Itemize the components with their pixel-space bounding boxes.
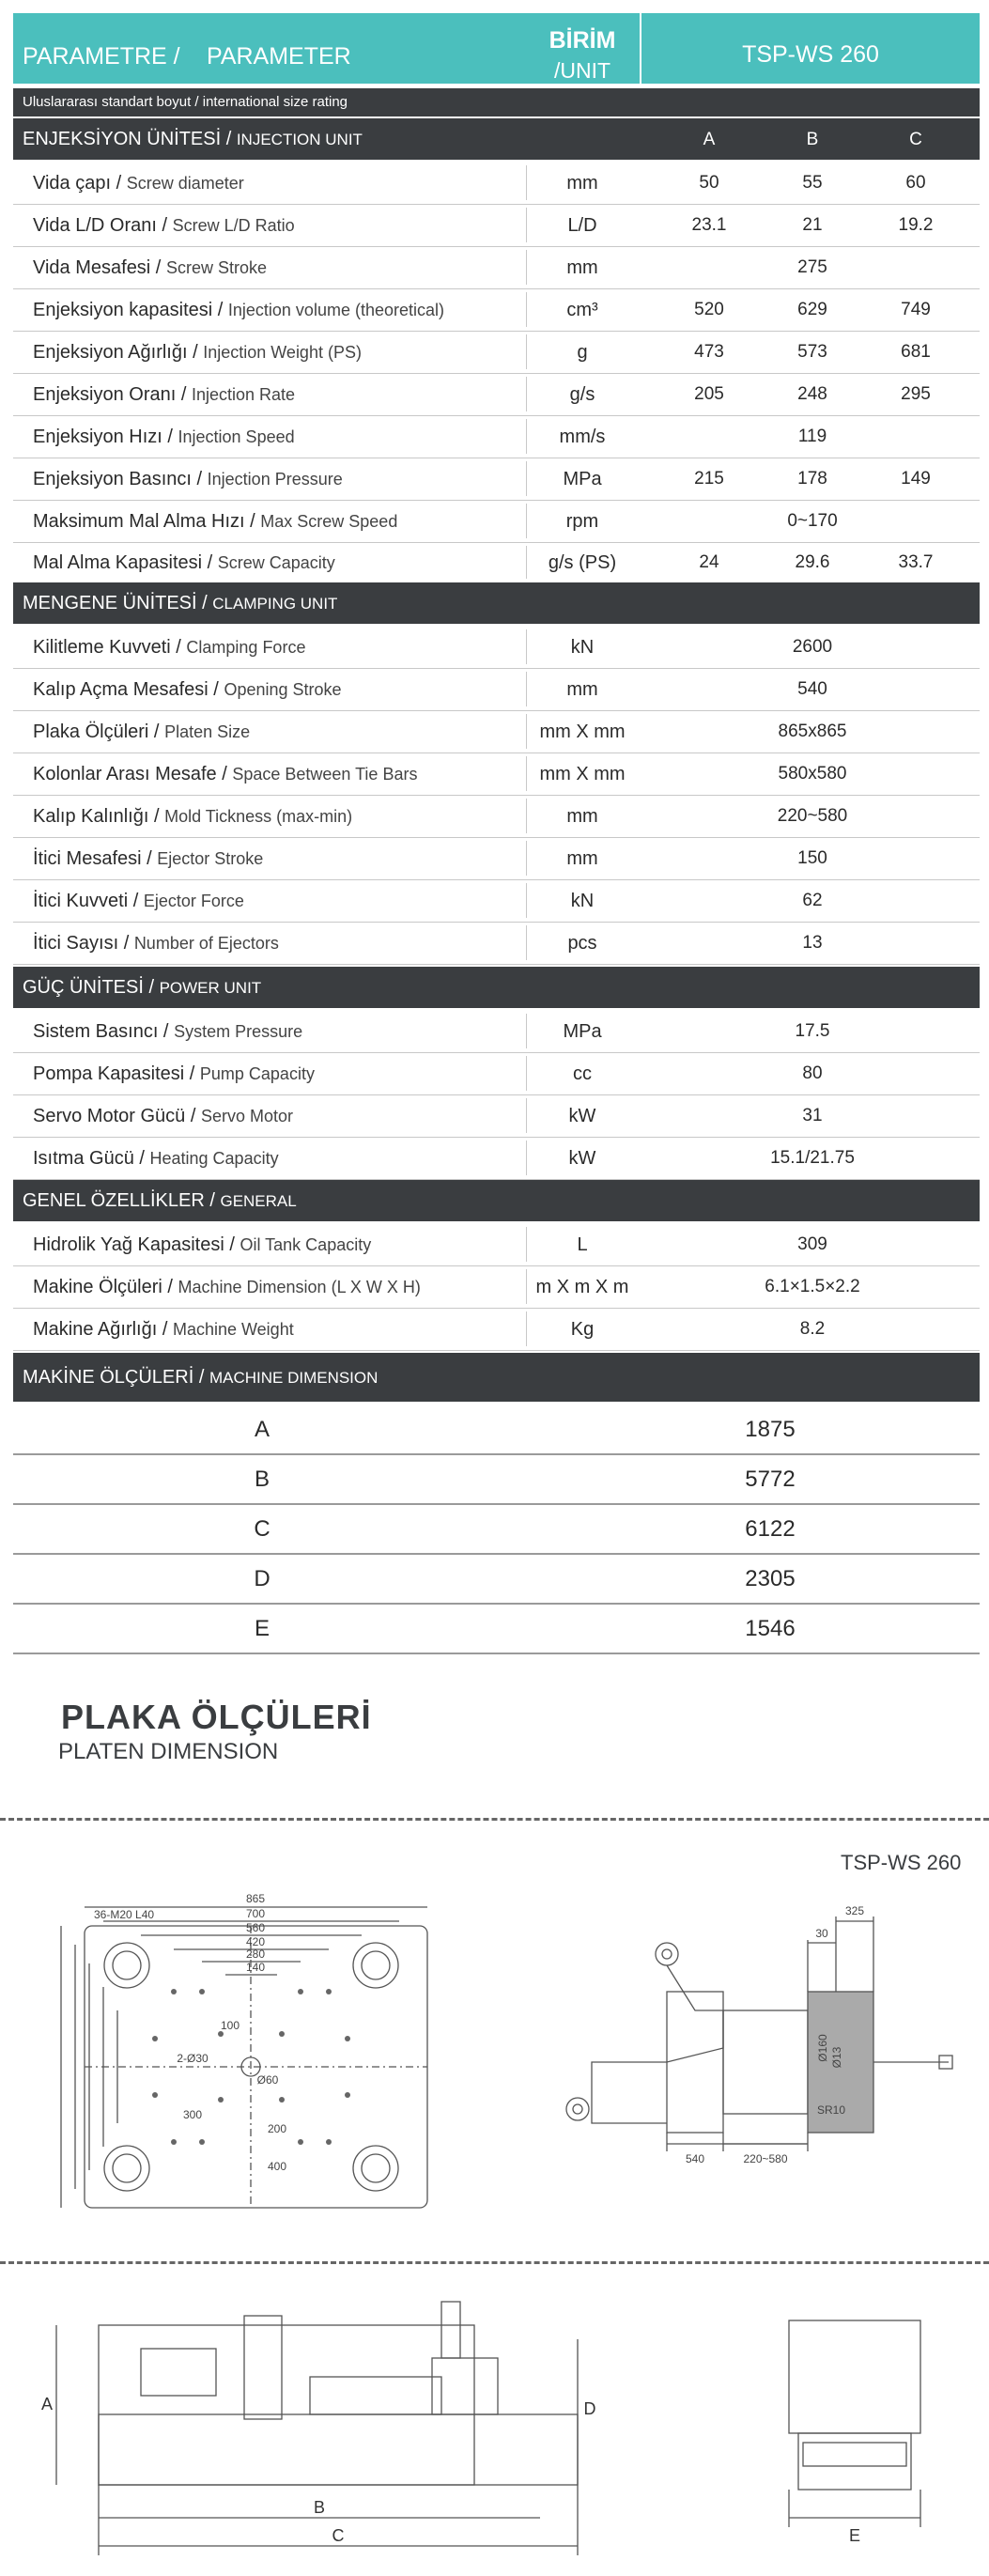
row-label-tr: Enjeksiyon Oranı / [33, 383, 187, 405]
row-label-tr: Kalıp Kalınlığı / [33, 805, 160, 827]
row-label-en: Injection Rate [191, 384, 296, 404]
row-label-en: Clamping Force [186, 637, 306, 657]
row-unit: mm X mm [539, 763, 626, 784]
row-value: 62 [802, 890, 823, 910]
row-label [33, 427, 295, 448]
cell-divider [526, 672, 527, 706]
row-label-en: Screw L/D Ratio [172, 215, 295, 235]
tie-bar-hole [104, 2146, 149, 2191]
cell-divider [526, 377, 527, 411]
ejector-hole [218, 2097, 224, 2103]
row-label-en: Ejector Stroke [157, 848, 264, 868]
row-value-a: 24 [699, 551, 719, 572]
cell-divider [526, 1056, 527, 1091]
row-label-en: Injection Pressure [207, 469, 343, 489]
row-divider [13, 1094, 980, 1095]
dim-280: 280 [245, 1948, 266, 1961]
tie-bar-hole [353, 1943, 398, 1988]
row-divider [13, 922, 980, 923]
row-label-en: Pump Capacity [199, 1063, 315, 1083]
row-value-b: 248 [797, 383, 827, 404]
row-label-en: Space Between Tie Bars [232, 764, 418, 784]
mount-hole [326, 1989, 332, 1994]
md-row-divider [13, 1653, 980, 1654]
row-unit: mm [566, 172, 598, 194]
row-label-en: Number of Ejectors [133, 933, 279, 953]
tie-bar-hole [104, 1943, 149, 1988]
label-e: E [848, 2526, 861, 2545]
row-label [33, 1148, 279, 1170]
row-label [33, 384, 295, 406]
clamp-unit [244, 2316, 282, 2419]
row-label [33, 848, 263, 870]
section-power-tr: GÜÇ ÜNİTESİ / [23, 977, 155, 998]
platen-subtitle: PLATEN DIMENSION [58, 1739, 279, 1764]
cell-divider [526, 1098, 527, 1133]
row-unit: mm [566, 805, 598, 827]
row-label [33, 215, 295, 237]
row-value-c: 749 [901, 299, 931, 319]
pivot-pin [656, 1943, 678, 1965]
row-value: 119 [797, 426, 827, 446]
cell-divider [526, 334, 527, 369]
row-label-tr: Enjeksiyon Hızı / [33, 426, 173, 447]
ejector-hole [279, 2097, 285, 2103]
row-label-tr: Enjeksiyon Ağırlığı / [33, 341, 198, 363]
row-label-en: Screw Capacity [217, 552, 335, 572]
row-label-tr: Plaka Ölçüleri / [33, 721, 160, 742]
mount-hole [171, 1989, 177, 1994]
row-label-en: Max Screw Speed [260, 511, 398, 531]
dim-700: 700 [245, 1907, 266, 1920]
row-label-en: Platen Size [164, 722, 251, 741]
md-row-divider [13, 1603, 980, 1605]
tie-bar-hole-inner [113, 2154, 141, 2182]
row-label [33, 552, 335, 574]
row-label-en: Mold Tickness (max-min) [164, 806, 353, 826]
label-thread: 36-M20 L40 [94, 1908, 155, 1921]
md-label: E [254, 1615, 270, 1641]
mount-hole [345, 2092, 350, 2098]
row-label [33, 257, 267, 279]
row-divider [13, 246, 980, 247]
row-value-a: 473 [694, 341, 724, 362]
row-value-c: 149 [901, 468, 931, 489]
col-head-a: A [703, 130, 716, 149]
row-value: 8.2 [799, 1318, 826, 1339]
section-clamping-en: CLAMPING UNIT [212, 595, 338, 613]
section-injection-tr: ENJEKSİYON ÜNİTESİ / [23, 129, 232, 149]
pivot-pin [566, 2098, 589, 2120]
row-unit: kW [568, 1147, 596, 1169]
dim-30: 30 [815, 1927, 828, 1940]
row-label-tr: Vida Mesafesi / [33, 256, 162, 278]
row-unit: MPa [563, 1020, 602, 1042]
cell-divider [526, 883, 527, 918]
row-label [33, 722, 250, 743]
row-label-tr: İtici Kuvveti / [33, 890, 139, 911]
row-value: 2600 [792, 636, 833, 657]
row-label [33, 891, 244, 912]
mount-hole [326, 2139, 332, 2145]
row-value: 275 [797, 256, 827, 277]
row-value-a: 215 [694, 468, 724, 489]
row-label-tr: Makine Ölçüleri / [33, 1276, 173, 1297]
row-divider [13, 500, 980, 501]
row-unit: L [577, 1234, 588, 1255]
row-divider [13, 964, 980, 965]
row-divider [13, 1308, 980, 1309]
row-label-en: Servo Motor [200, 1106, 294, 1125]
header-unit: /UNIT [553, 58, 611, 83]
row-unit: rpm [565, 510, 599, 532]
cell-divider [526, 546, 527, 579]
section-machine-dim-tr: MAKİNE ÖLÇÜLERİ / [23, 1367, 205, 1388]
row-value: 80 [802, 1063, 823, 1083]
label-300: 300 [182, 2108, 203, 2121]
row-unit: mm [566, 678, 598, 700]
row-value: 309 [797, 1234, 827, 1254]
dim-sr10: SR10 [816, 2103, 846, 2117]
row-label [33, 1234, 371, 1256]
row-label-en: Injection Speed [178, 427, 295, 446]
row-value: 540 [797, 678, 827, 699]
row-label-tr: Pompa Kapasitesi / [33, 1063, 195, 1084]
row-label-en: Machine Weight [172, 1319, 294, 1339]
row-value-b: 178 [797, 468, 827, 489]
row-divider [13, 1265, 980, 1266]
row-label-tr: İtici Mesafesi / [33, 847, 152, 869]
row-divider [13, 542, 980, 543]
row-value-b: 21 [802, 214, 823, 235]
row-label-tr: Kalıp Açma Mesafesi / [33, 678, 219, 700]
row-label-tr: Maksimum Mal Alma Hızı / [33, 510, 255, 532]
dim-220-580: 220~580 [743, 2152, 788, 2165]
front-window [803, 2443, 906, 2466]
mount-hole [298, 1989, 303, 1994]
cell-divider [526, 292, 527, 327]
row-value-c: 295 [901, 383, 931, 404]
row-label [33, 1063, 315, 1085]
row-label-en: Heating Capacity [149, 1148, 279, 1168]
row-unit: L/D [567, 214, 597, 236]
row-value: 31 [802, 1105, 823, 1125]
row-value: 150 [797, 847, 827, 868]
divider-dashed [0, 2261, 989, 2264]
mount-hole [345, 2036, 350, 2041]
row-label-tr: Hidrolik Yağ Kapasitesi / [33, 1234, 235, 1255]
row-value-b: 55 [802, 172, 823, 193]
front-base [798, 2433, 911, 2490]
label-b: B [313, 2498, 326, 2517]
mount-hole [298, 2139, 303, 2145]
row-unit: mm/s [559, 426, 606, 447]
row-value: 6.1×1.5×2.2 [765, 1276, 860, 1296]
toggle-link [592, 1965, 723, 2123]
section-general-en: GENERAL [220, 1192, 297, 1210]
label-c: C [332, 2526, 345, 2545]
cell-divider [526, 1141, 527, 1175]
md-row-divider [13, 1453, 980, 1455]
md-row-divider [13, 1553, 980, 1555]
front-top [789, 2320, 920, 2433]
row-unit: kN [570, 636, 595, 658]
dim-540: 540 [685, 2152, 705, 2165]
col-head-b: B [806, 130, 819, 149]
cell-divider [526, 629, 527, 664]
cell-divider [526, 756, 527, 791]
row-label-tr: İtici Sayısı / [33, 932, 130, 954]
md-label: D [254, 1565, 270, 1591]
row-divider [13, 415, 980, 416]
mold-space [723, 2010, 808, 2114]
row-value-c: 33.7 [898, 551, 934, 572]
row-divider [13, 1350, 980, 1351]
moving-platen [667, 1992, 723, 2133]
row-label [33, 342, 362, 364]
row-value-c: 60 [905, 172, 926, 193]
row-value-b: 29.6 [795, 551, 830, 572]
section-machine-dim-en: MACHINE DIMENSION [209, 1369, 379, 1387]
row-label [33, 1021, 302, 1043]
row-label-tr: Makine Ağırlığı / [33, 1318, 168, 1340]
control-panel [141, 2349, 216, 2396]
col-head-c: C [909, 130, 922, 149]
header-birim: BİRİM [549, 27, 616, 54]
section-injection-title [23, 129, 363, 150]
cell-divider [526, 419, 527, 454]
row-label-tr: Sistem Basıncı / [33, 1020, 169, 1042]
md-value: 2305 [745, 1565, 796, 1591]
cell-divider [526, 461, 527, 496]
section-power-en: POWER UNIT [159, 979, 262, 997]
row-divider [13, 331, 980, 332]
md-label: C [254, 1515, 270, 1542]
row-label [33, 1319, 294, 1341]
dim-420: 420 [245, 1935, 266, 1948]
row-label-tr: Enjeksiyon Basıncı / [33, 468, 203, 489]
row-divider [13, 204, 980, 205]
pivot-pin-inner [662, 1949, 672, 1959]
label-d: D [583, 2399, 596, 2418]
row-unit: g/s [569, 383, 595, 405]
cell-divider [526, 504, 527, 538]
row-label [33, 300, 444, 321]
row-value-a: 23.1 [691, 214, 727, 235]
row-value: 865x865 [778, 721, 847, 741]
header-param-en: PARAMETER [207, 43, 351, 70]
cell-divider [526, 799, 527, 833]
label-100: 100 [220, 2019, 240, 2032]
row-label-tr: Kolonlar Arası Mesafe / [33, 763, 227, 784]
dim-140: 140 [245, 1961, 266, 1974]
row-unit: kW [568, 1105, 596, 1126]
md-value: 1875 [745, 1416, 796, 1442]
row-unit: mm [566, 256, 598, 278]
row-value-a: 205 [694, 383, 724, 404]
row-unit: mm X mm [539, 721, 626, 742]
cell-divider [526, 165, 527, 200]
section-clamping-tr: MENGENE ÜNİTESİ / [23, 593, 208, 613]
row-unit: Kg [570, 1318, 595, 1340]
row-unit: g [577, 341, 588, 363]
row-value: 15.1/21.75 [770, 1147, 855, 1168]
md-label: A [254, 1416, 270, 1442]
md-row-divider [13, 1503, 980, 1505]
row-unit: kN [570, 890, 595, 911]
row-label [33, 1277, 421, 1298]
row-value: 580x580 [778, 763, 847, 784]
row-value: 0~170 [787, 510, 838, 531]
injection-barrel [310, 2377, 441, 2414]
row-value: 17.5 [795, 1020, 830, 1041]
mount-hole [199, 1989, 205, 1994]
row-label-en: Oil Tank Capacity [240, 1234, 372, 1254]
cell-divider [526, 714, 527, 749]
row-label [33, 511, 397, 533]
mount-hole [171, 2139, 177, 2145]
dim-dia13: Ø13 [830, 2046, 843, 2069]
row-unit: MPa [563, 468, 602, 489]
label-dia30: 2-Ø30 [177, 2052, 209, 2065]
row-label [33, 469, 343, 490]
row-label [33, 679, 342, 701]
row-value-a: 50 [699, 172, 719, 193]
row-value: 220~580 [777, 805, 848, 826]
platen-front-drawing [52, 1870, 446, 2227]
row-label-en: Machine Dimension (L X W X H) [178, 1277, 421, 1296]
label-a: A [40, 2395, 54, 2413]
row-label-en: Injection Weight (PS) [203, 342, 362, 362]
cell-divider [526, 1014, 527, 1048]
platen-side-drawing [526, 1898, 977, 2170]
divider-dashed [0, 1818, 989, 1821]
platen-title: PLAKA ÖLÇÜLERİ [61, 1698, 372, 1736]
row-label-tr: Vida çapı / [33, 172, 122, 194]
row-label-tr: Servo Motor Gücü / [33, 1105, 196, 1126]
cell-divider [526, 925, 527, 960]
md-value: 5772 [745, 1466, 796, 1492]
tie-bar-hole-inner [362, 1951, 390, 1979]
label-200: 200 [267, 2122, 287, 2135]
row-divider [13, 879, 980, 880]
machine-side-drawing [38, 2273, 601, 2565]
row-value: 13 [802, 932, 823, 953]
row-value-b: 573 [797, 341, 827, 362]
row-divider [13, 837, 980, 838]
section-general-tr: GENEL ÖZELLİKLER / [23, 1190, 215, 1211]
row-unit: mm [566, 847, 598, 869]
hopper [441, 2302, 460, 2358]
dim-325: 325 [844, 1904, 865, 1917]
row-unit: cc [573, 1063, 592, 1084]
cell-divider [526, 841, 527, 876]
section-clamping-title [23, 593, 337, 614]
row-label [33, 1106, 293, 1127]
header-param-tr: PARAMETRE / [23, 43, 180, 70]
row-value-c: 19.2 [898, 214, 934, 235]
label-dia60: Ø60 [256, 2073, 279, 2087]
machine-front-drawing [770, 2302, 939, 2555]
row-label-en: System Pressure [174, 1021, 303, 1041]
row-divider [13, 288, 980, 289]
row-label [33, 173, 244, 194]
cell-divider [526, 250, 527, 285]
row-value-c: 681 [901, 341, 931, 362]
row-unit: m X m X m [535, 1276, 629, 1297]
row-value-b: 629 [797, 299, 827, 319]
dim-dia160: Ø160 [816, 2034, 829, 2062]
row-unit: pcs [567, 932, 597, 954]
tie-bar-hole-inner [362, 2154, 390, 2182]
row-divider [13, 795, 980, 796]
row-label-tr: Isıtma Gücü / [33, 1147, 145, 1169]
row-label-tr: Enjeksiyon kapasitesi / [33, 299, 224, 320]
row-label-tr: Kilitleme Kuvveti / [33, 636, 181, 658]
md-value: 1546 [745, 1615, 796, 1641]
row-label-en: Injection volume (theoretical) [227, 300, 444, 319]
row-label-en: Opening Stroke [224, 679, 342, 699]
cell-divider [526, 208, 527, 242]
md-value: 6122 [745, 1515, 796, 1542]
tie-bar-hole-inner [113, 1951, 141, 1979]
cell-divider [526, 1269, 527, 1304]
row-divider [13, 373, 980, 374]
subtitle-text: Uluslararası standart boyut / international size rating [23, 94, 348, 110]
row-label-tr: Mal Alma Kapasitesi / [33, 551, 213, 573]
row-label-en: Screw diameter [126, 173, 244, 193]
tie-bar-hole [353, 2146, 398, 2191]
row-label [33, 764, 417, 785]
pivot-pin-inner [573, 2104, 582, 2114]
row-label [33, 637, 305, 659]
row-label-en: Ejector Force [143, 891, 244, 910]
dim-865: 865 [245, 1892, 266, 1905]
cell-divider [526, 1311, 527, 1346]
row-divider [13, 1137, 980, 1138]
platen-model: TSP-WS 260 [841, 1851, 962, 1874]
row-unit: g/s (PS) [548, 551, 617, 573]
section-general-title [23, 1190, 297, 1212]
section-injection-en: INJECTION UNIT [236, 131, 363, 148]
label-400: 400 [267, 2160, 287, 2173]
machine-base [99, 2414, 578, 2485]
dim-560: 560 [245, 1921, 266, 1934]
header-model: TSP-WS 260 [742, 41, 879, 68]
row-unit: cm³ [566, 299, 598, 320]
mount-hole [199, 2139, 205, 2145]
mount-hole [152, 2036, 158, 2041]
row-value-a: 520 [694, 299, 724, 319]
row-label [33, 806, 352, 828]
row-divider [13, 710, 980, 711]
row-label [33, 933, 279, 954]
row-label-en: Screw Stroke [165, 257, 267, 277]
md-label: B [254, 1466, 270, 1492]
row-divider [13, 668, 980, 669]
ejector-hole [279, 2031, 285, 2037]
section-machine-dim-title [23, 1367, 378, 1389]
row-label-tr: Vida L/D Oranı / [33, 214, 168, 236]
row-divider [13, 1052, 980, 1053]
cell-divider [526, 1227, 527, 1262]
mount-hole [152, 2092, 158, 2098]
section-power-title [23, 977, 261, 999]
